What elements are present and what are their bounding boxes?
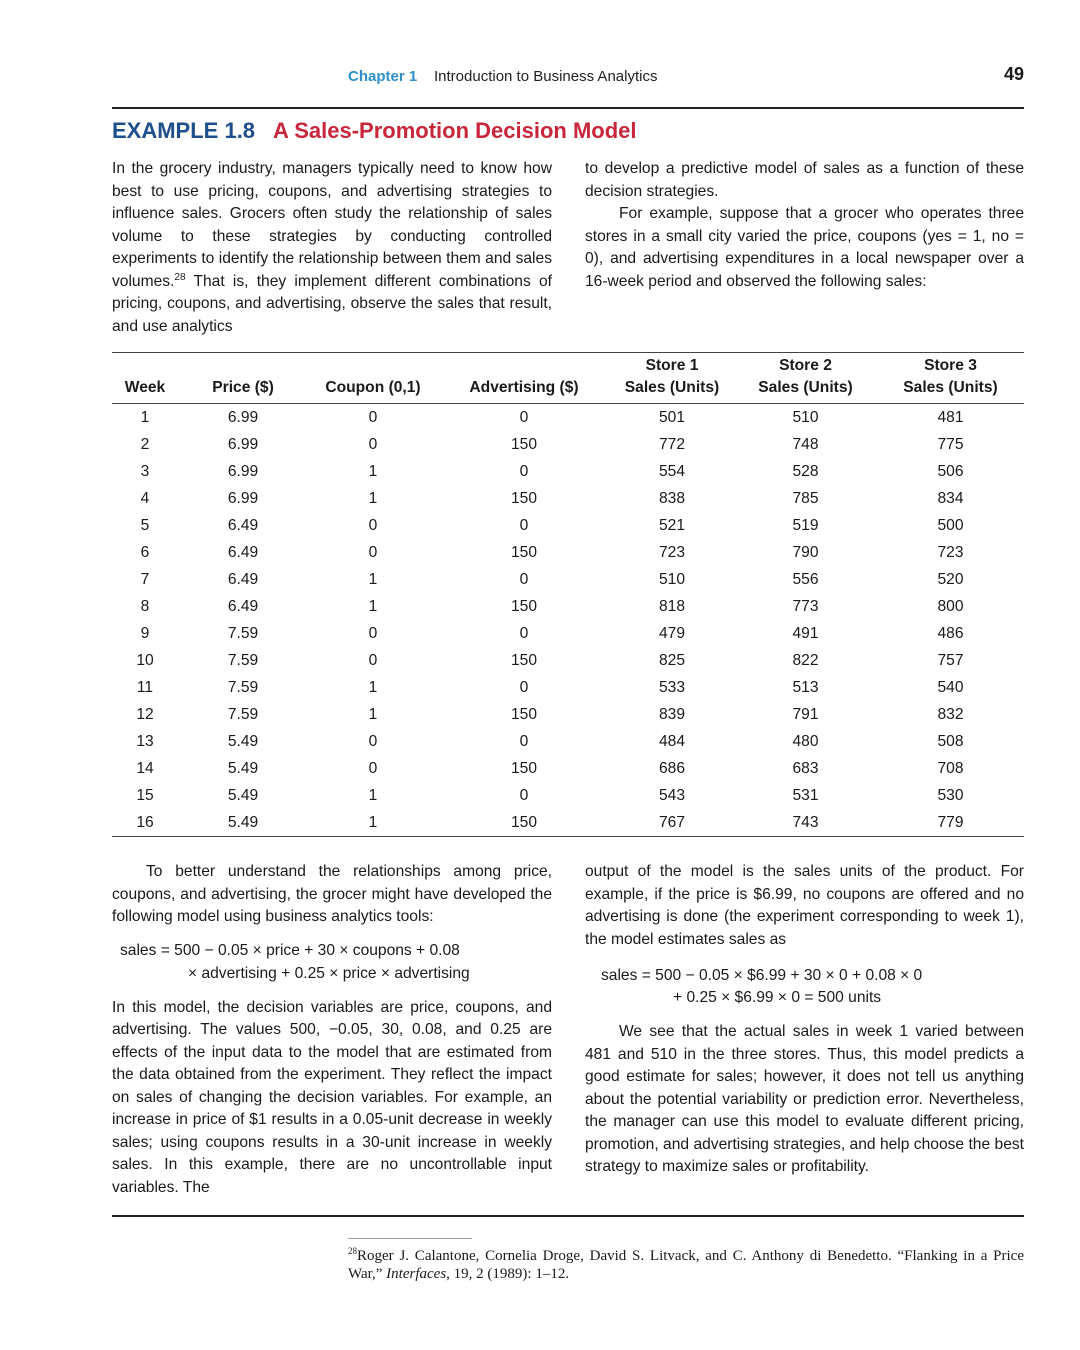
table-row	[112, 620, 1024, 647]
table-cell: 10	[136, 651, 154, 669]
table-cell: 484	[658, 732, 686, 750]
table-cell: 491	[792, 624, 819, 642]
table-row	[112, 458, 1024, 485]
footnote-journal: Interfaces	[386, 1266, 447, 1282]
table-cell: 520	[937, 570, 964, 588]
table-cell: 825	[658, 651, 686, 669]
table-cell: 0	[519, 732, 529, 750]
table-cell: 5.49	[227, 786, 259, 804]
table-cell: 1	[368, 570, 378, 588]
equation-line-1: sales = 500 − 0.05 × price + 30 × coupons + 0.08	[120, 941, 460, 959]
table-cell: 150	[510, 489, 538, 507]
table-cell: 150	[510, 543, 538, 561]
header-cell: Sales (Units)	[734, 376, 877, 404]
table-cell: 5.49	[178, 809, 308, 837]
body-paragraph-4: We see that the actual sales in week 1 varied between 481 and 510 in the three stores. Thus, this model predicts a good estimate for sales; however, it does not tell us anything about the potential variability or prediction error. Nevertheless, the manager can use this model to evaluate different pricing, promotion, and advertising strategies, and help choose the best strategy to maximize sales or profitability.	[585, 1023, 1024, 1175]
table-header-row-bottom	[112, 376, 1024, 404]
chapter-title: Introduction to Business Analytics	[434, 68, 658, 85]
table-cell: 839	[658, 705, 686, 723]
table-cell: 0	[368, 543, 378, 561]
table-cell: 0	[368, 651, 378, 669]
table-cell: 832	[937, 705, 964, 723]
table-cell: 0	[368, 408, 378, 426]
chapter-label: Chapter 1	[348, 68, 418, 85]
table-cell: 0	[368, 732, 378, 750]
table-cell: 16	[112, 809, 178, 837]
table-cell: 150	[438, 809, 610, 837]
running-header	[112, 64, 1024, 88]
table-row	[112, 755, 1024, 782]
header-cell	[308, 353, 438, 377]
table-cell: 510	[658, 570, 686, 588]
footnote-rule	[348, 1238, 472, 1239]
intro-paragraph-3: For example, suppose that a grocer who operates three stores in a small city varied the price, coupons (yes = 1, no = 0), and advertising expenditures in a local newspaper over a 16-week period and observed the following sales:	[585, 205, 1024, 290]
table-cell: 5.49	[227, 759, 259, 777]
table-cell: 791	[792, 705, 819, 723]
table-cell: 838	[658, 489, 686, 507]
table-cell: 1	[368, 597, 378, 615]
header-cell: Store 1	[610, 353, 734, 377]
table-cell: 1	[368, 678, 378, 696]
table-cell: 686	[658, 759, 686, 777]
header-cell: Week	[112, 376, 178, 404]
table-cell: 790	[792, 543, 819, 561]
header-cell: Price ($)	[178, 376, 308, 404]
table-cell: 12	[136, 705, 154, 723]
table-row	[112, 647, 1024, 674]
equation-line-2: × advertising + 0.25 × price × advertising	[188, 964, 470, 982]
table-cell: 834	[937, 489, 964, 507]
table-cell: 533	[658, 678, 686, 696]
table-cell: 0	[519, 570, 529, 588]
body-paragraph-1: To better understand the relationships among price, coupons, and advertising, the grocer might have developed the following model using business analytics tools:	[112, 863, 552, 925]
table-cell: 6.49	[227, 543, 259, 561]
table-cell: 480	[792, 732, 819, 750]
table-row	[112, 728, 1024, 755]
table-cell: 6.99	[227, 435, 259, 453]
table-row	[112, 701, 1024, 728]
table-row	[112, 431, 1024, 458]
table-row	[112, 539, 1024, 566]
example-title: A Sales-Promotion Decision Model	[273, 118, 637, 143]
footnote-text-b: , 19, 2 (1989): 1–12.	[446, 1266, 570, 1282]
header-cell: Advertising ($)	[438, 376, 610, 404]
page-number: 49	[1003, 64, 1024, 84]
header-rule	[112, 107, 1024, 109]
table-cell: 723	[937, 543, 964, 561]
table-cell: 7	[140, 570, 150, 588]
intro-left-column	[112, 158, 552, 338]
body-left-column	[112, 861, 552, 1199]
table-cell: 723	[658, 543, 686, 561]
model-equation	[112, 939, 552, 985]
table-row	[112, 674, 1024, 701]
table-cell: 6.49	[227, 597, 259, 615]
table-row	[112, 485, 1024, 512]
table-cell: 708	[937, 759, 964, 777]
table-cell: 757	[937, 651, 964, 669]
table-cell: 6.99	[227, 462, 259, 480]
header-cell: Sales (Units)	[877, 376, 1024, 404]
table-row	[112, 404, 1024, 432]
table-cell: 150	[510, 651, 538, 669]
table-cell: 506	[937, 462, 964, 480]
body-right-column	[585, 861, 1024, 1179]
table-cell: 6.49	[227, 570, 259, 588]
table-cell: 6.99	[227, 489, 259, 507]
table-cell: 5.49	[227, 732, 259, 750]
table-cell: 0	[368, 759, 378, 777]
table-cell: 519	[792, 516, 819, 534]
table-cell: 0	[519, 408, 529, 426]
table-cell: 3	[140, 462, 150, 480]
footnote	[348, 1247, 1024, 1283]
table-cell: 13	[136, 732, 154, 750]
table-cell: 8	[140, 597, 150, 615]
table-cell: 0	[368, 435, 378, 453]
table-cell: 772	[658, 435, 686, 453]
example-heading	[112, 118, 637, 144]
table-cell: 6	[140, 543, 150, 561]
table-cell: 7.59	[227, 705, 259, 723]
table-cell: 150	[510, 597, 538, 615]
intro-text-b: That is, they implement different combinations of pricing, coupons, and advertising, observe the sales that result, and use analytics	[112, 272, 552, 335]
table-cell: 508	[937, 732, 964, 750]
table-cell: 818	[658, 597, 686, 615]
table-cell: 14	[136, 759, 154, 777]
table-cell: 481	[937, 408, 964, 426]
table-cell: 15	[136, 786, 154, 804]
table-cell: 6.49	[227, 516, 259, 534]
footnote-mark: 28	[348, 1246, 357, 1256]
table-cell: 530	[937, 786, 964, 804]
table-cell: 1	[308, 809, 438, 837]
table-cell: 773	[792, 597, 819, 615]
table-cell: 500	[937, 516, 964, 534]
header-cell: Store 2	[734, 353, 877, 377]
table-cell: 1	[368, 489, 378, 507]
table-cell: 479	[658, 624, 686, 642]
table-cell: 486	[937, 624, 964, 642]
equation-line-1: sales = 500 − 0.05 × $6.99 + 30 × 0 + 0.08 × 0	[601, 967, 923, 984]
table-cell: 779	[877, 809, 1024, 837]
table-cell: 0	[519, 624, 529, 642]
footnote-text-a: Roger J. Calantone, Cornelia Droge, David S. Litvack, and C. Anthony di Benedetto. “Flanking in a Price War,”	[348, 1248, 1024, 1282]
table-cell: 0	[519, 786, 529, 804]
table-cell: 556	[792, 570, 819, 588]
table-cell: 7.59	[227, 678, 259, 696]
table-cell: 501	[658, 408, 686, 426]
table-cell: 150	[510, 705, 538, 723]
footer-rule	[112, 1215, 1024, 1217]
table-cell: 683	[792, 759, 819, 777]
table-cell: 0	[519, 516, 529, 534]
intro-text-a: In the grocery industry, managers typically need to know how best to use pricing, coupons, and advertising strategies to influence sales. Grocers often study the relationship of sales volume to these strategies by conducting controlled experiments to identify the relationship between them and sales volumes.	[112, 160, 552, 290]
table-cell: 6.99	[227, 408, 259, 426]
table-cell: 767	[610, 809, 734, 837]
table-row	[112, 566, 1024, 593]
table-cell: 800	[937, 597, 964, 615]
table-cell: 540	[937, 678, 964, 696]
table-row	[112, 593, 1024, 620]
table-cell: 7.59	[227, 651, 259, 669]
header-cell	[438, 353, 610, 377]
equation-line-2: + 0.25 × $6.99 × 0 = 500 units	[673, 989, 882, 1006]
table-cell: 0	[519, 678, 529, 696]
table-body	[112, 404, 1024, 837]
table-cell: 5	[140, 516, 150, 534]
table-header-row-top	[112, 353, 1024, 377]
sales-data-table	[112, 352, 1024, 837]
table-cell: 0	[519, 462, 529, 480]
table-cell: 528	[792, 462, 819, 480]
intro-paragraph-1	[112, 158, 552, 338]
table-cell: 743	[734, 809, 877, 837]
table-cell: 0	[368, 624, 378, 642]
table-cell: 4	[140, 489, 150, 507]
table-cell: 1	[368, 786, 378, 804]
header-cell: Sales (Units)	[610, 376, 734, 404]
body-paragraph-2: In this model, the decision variables are price, coupons, and advertising. The values 500, −0.05, 30, 0.08, and 0.25 are effects of the input data to the model that are estimated from the data obtained from the experiment. They reflect the impact on sales of changing the decision variables. For example, an increase in price of $1 results in a 0.05-unit decrease in weekly sales; using coupons results in a 30-unit increase in weekly sales. In this example, there are no uncontrollable input variables. The	[112, 998, 552, 1196]
table-cell: 521	[658, 516, 686, 534]
footnote-ref[interactable]: 28	[174, 271, 186, 283]
table-cell: 7.59	[227, 624, 259, 642]
table-cell: 543	[658, 786, 686, 804]
table-cell: 785	[792, 489, 819, 507]
table-cell: 531	[792, 786, 819, 804]
table-cell: 0	[368, 516, 378, 534]
table-cell: 2	[140, 435, 150, 453]
header-cell: Coupon (0,1)	[308, 376, 438, 404]
body-paragraph-3: output of the model is the sales units of the product. For example, if the price is $6.99, no coupons are offered and no advertising is done (the experiment corresponding to week 1), the model estimates sales as	[585, 863, 1024, 948]
header-cell: Store 3	[877, 353, 1024, 377]
table-cell: 9	[140, 624, 150, 642]
table-cell: 822	[792, 651, 819, 669]
header-cell	[112, 353, 178, 377]
estimate-equation	[585, 965, 1024, 1009]
intro-right-column	[585, 158, 1024, 293]
table-cell: 1	[368, 462, 378, 480]
table-row	[112, 782, 1024, 809]
table-cell: 510	[792, 408, 819, 426]
example-number: EXAMPLE 1.8	[112, 118, 256, 143]
intro-paragraph-2: to develop a predictive model of sales as a function of these decision strategies.	[585, 160, 1024, 200]
table-cell: 1	[140, 408, 150, 426]
table-row	[112, 512, 1024, 539]
table-cell: 150	[510, 759, 538, 777]
table-cell: 11	[136, 678, 154, 696]
table-cell: 775	[937, 435, 964, 453]
table-row	[112, 809, 1024, 837]
table-cell: 554	[658, 462, 686, 480]
table-cell: 1	[368, 705, 378, 723]
table-cell: 513	[792, 678, 819, 696]
header-cell	[178, 353, 308, 377]
table-cell: 150	[510, 435, 538, 453]
table-cell: 748	[792, 435, 819, 453]
